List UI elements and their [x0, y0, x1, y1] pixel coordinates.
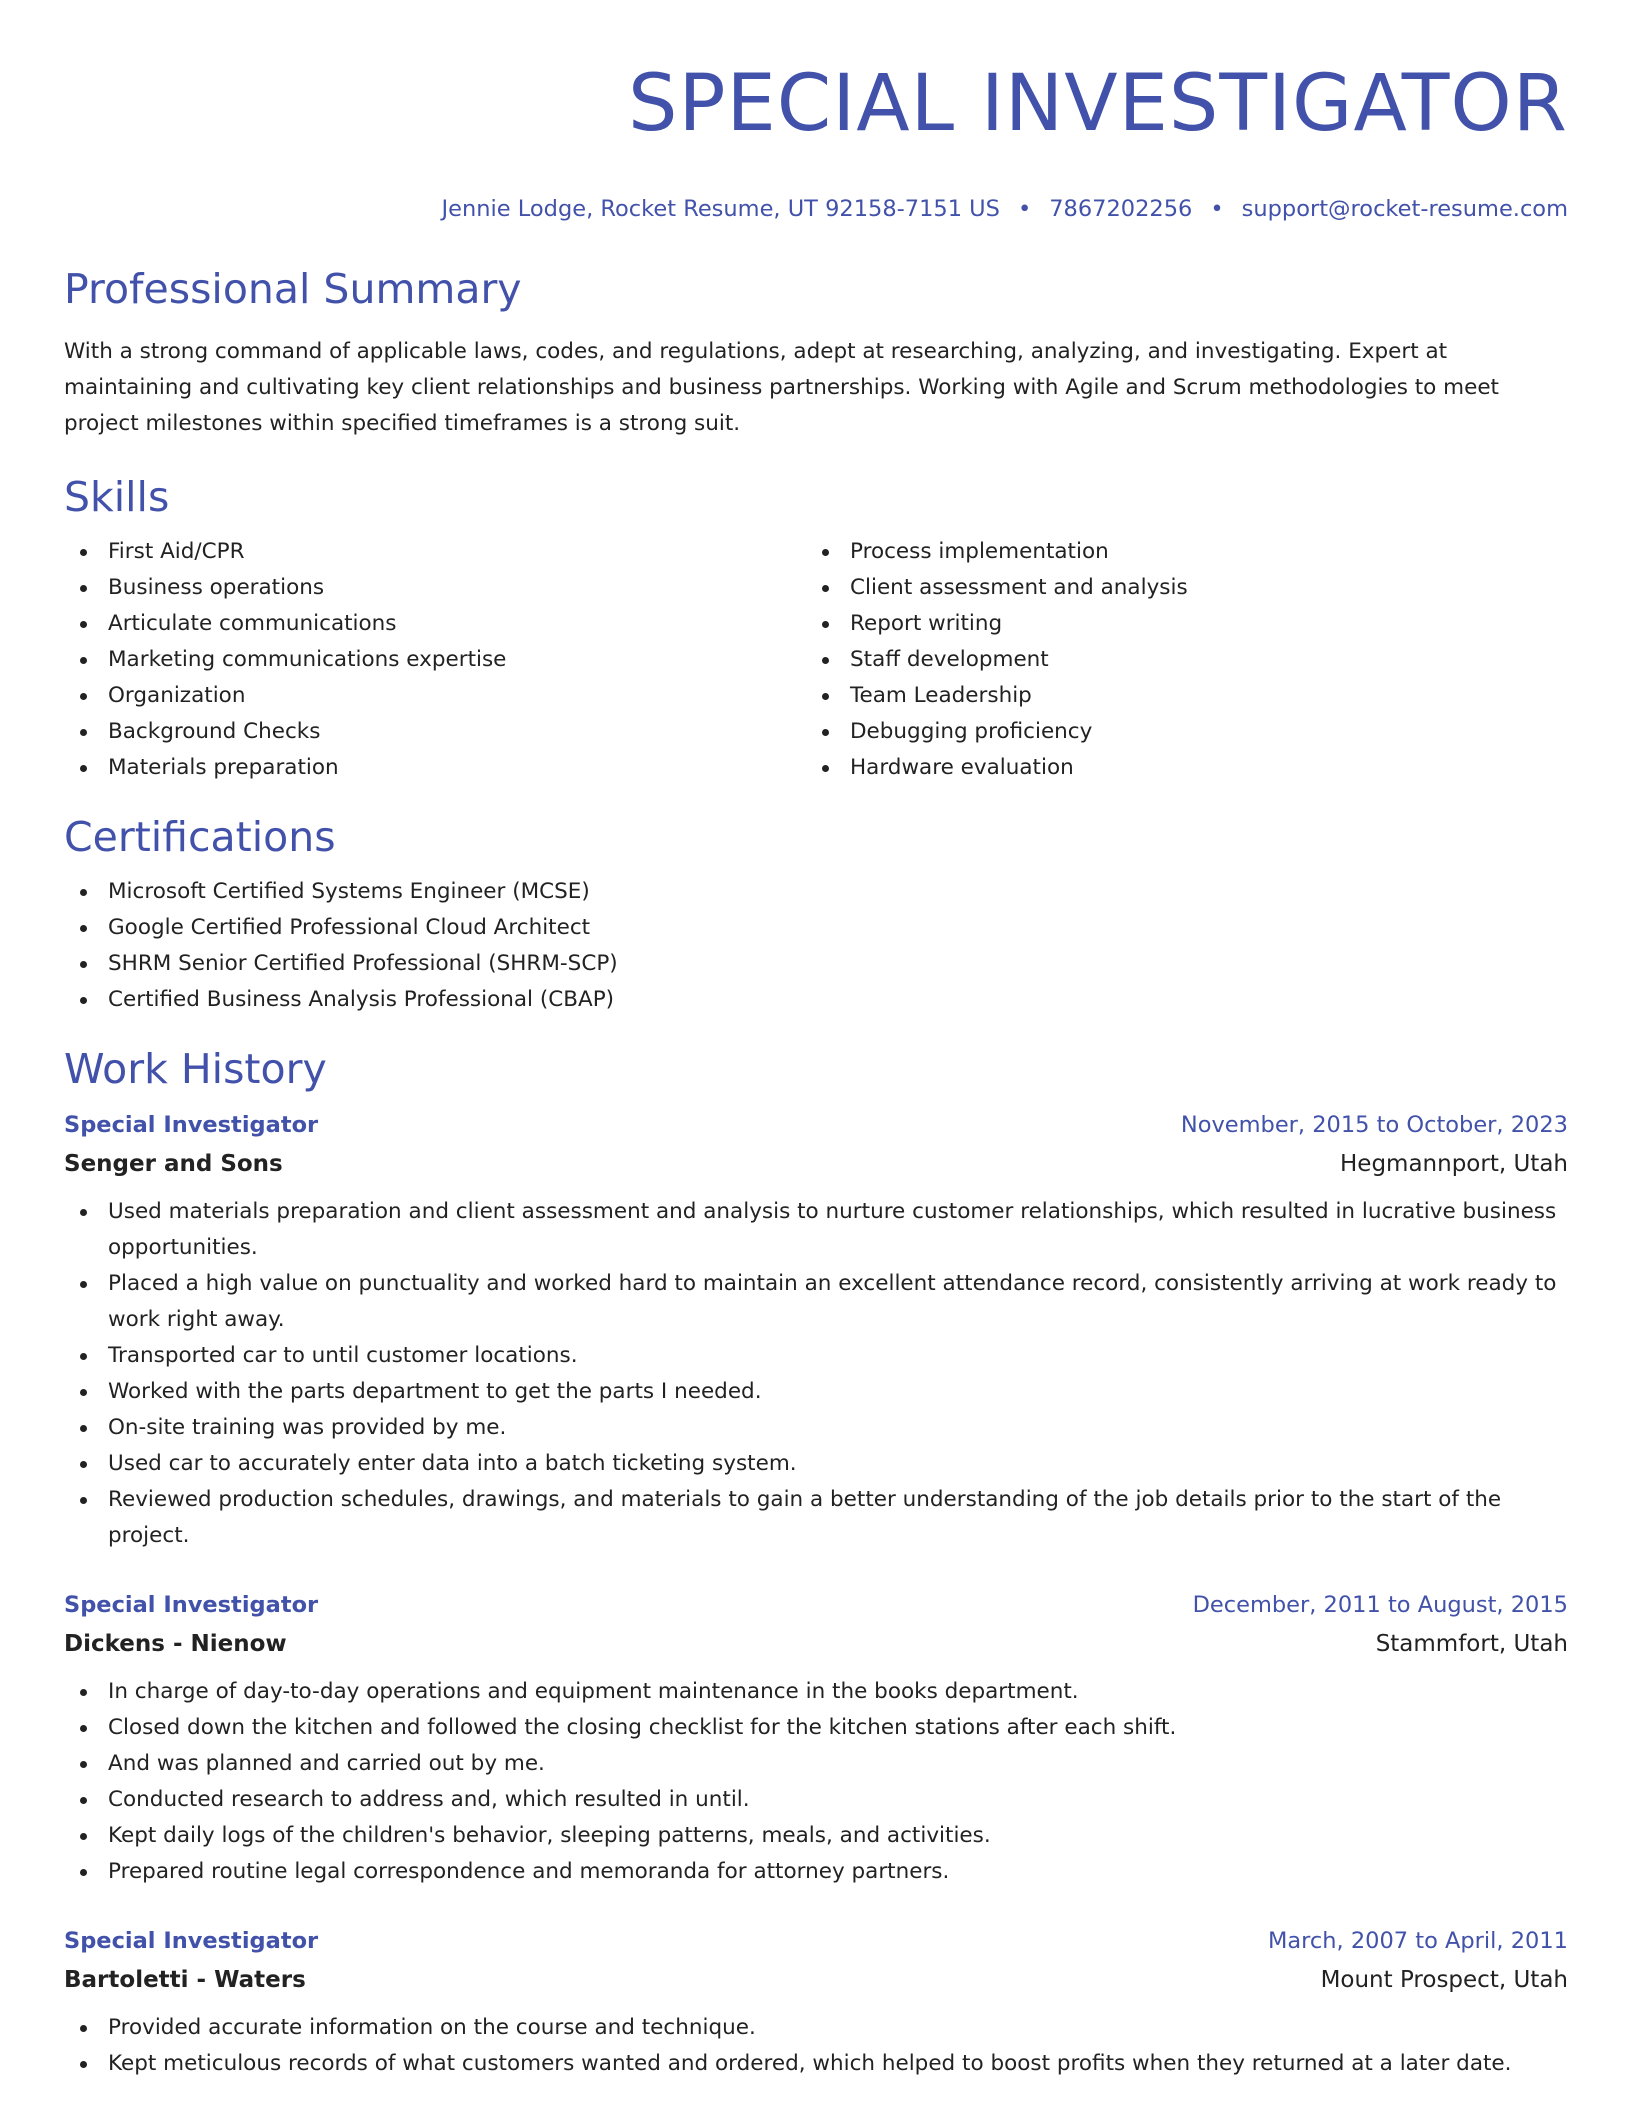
job-header-row	[64, 1922, 1568, 1960]
job-location: Mount Prospect, Utah	[1320, 1967, 1568, 1993]
job-dates: March, 2007 to April, 2011	[1267, 1928, 1568, 1954]
job-bullets	[64, 1194, 1568, 1554]
job-dates: November, 2015 to October, 2023	[1180, 1112, 1568, 1138]
contact-separator: •	[1017, 196, 1032, 222]
skills-heading: Skills	[64, 473, 170, 521]
job-bullet: Reviewed production schedules, drawings, and materials to gain a better understanding of the job details prior to the start of the project.	[64, 1482, 1568, 1554]
job-company: Bartoletti - Waters	[64, 1967, 306, 1993]
certification-item: Google Certified Professional Cloud Architect	[64, 910, 1568, 946]
skill-item: Materials preparation	[64, 750, 806, 786]
resume-header	[64, 0, 1568, 224]
skill-item: Articulate communications	[64, 606, 806, 642]
skill-item: Organization	[64, 678, 806, 714]
job-role: Special Investigator	[64, 1592, 319, 1618]
job-entry	[64, 1586, 1568, 1890]
job-company-row	[64, 1624, 1568, 1664]
job-header-row	[64, 1586, 1568, 1624]
work-history-heading: Work History	[64, 1045, 327, 1093]
summary-text: With a strong command of applicable laws, codes, and regulations, adept at researching, analyzing, and investigating. Expert at maintaining and cultivating key client relationships and business partnerships. Working with Agile and Scrum methodologies to meet project milestones within specified timeframes is a strong suit.	[64, 339, 1499, 436]
contact-separator: •	[1210, 196, 1224, 222]
job-bullet: Kept daily logs of the children's behavior, sleeping patterns, meals, and activities.	[64, 1818, 1568, 1854]
job-bullet: Kept meticulous records of what customers wanted and ordered, which helped to boost profits when they returned at a later date.	[64, 2046, 1568, 2082]
contact-phone: 7867202256	[1049, 196, 1193, 222]
skill-item: Debugging proficiency	[806, 714, 1548, 750]
job-bullet: On-site training was provided by me.	[64, 1410, 1568, 1446]
skill-item: Process implementation	[806, 534, 1548, 570]
job-company: Dickens - Nienow	[64, 1631, 287, 1657]
certification-item: Certified Business Analysis Professional (CBAP)	[64, 982, 1568, 1018]
contact-line	[64, 194, 1568, 224]
job-bullets	[64, 2010, 1568, 2082]
skill-item: Staff development	[806, 642, 1548, 678]
job-dates: December, 2011 to August, 2015	[1192, 1592, 1568, 1618]
skill-item: Background Checks	[64, 714, 806, 750]
certification-item: Microsoft Certified Systems Engineer (MCSE)	[64, 874, 1568, 910]
certifications-list	[64, 874, 1568, 1018]
job-location: Hegmannport, Utah	[1340, 1151, 1568, 1177]
contact-email: support@rocket-resume.com	[1241, 196, 1568, 222]
job-bullet: Closed down the kitchen and followed the closing checklist for the kitchen stations after each shift.	[64, 1710, 1568, 1746]
job-header-row	[64, 1106, 1568, 1144]
job-bullet: Placed a high value on punctuality and worked hard to maintain an excellent attendance record, consistently arriving at work ready to work right away.	[64, 1266, 1568, 1338]
skill-item: Hardware evaluation	[806, 750, 1548, 786]
job-entry	[64, 1106, 1568, 1554]
job-bullet: Used materials preparation and client assessment and analysis to nurture customer relationships, which resulted in lucrative business opportunities.	[64, 1194, 1568, 1266]
skills-grid	[64, 534, 1568, 786]
skill-item: Marketing communications expertise	[64, 642, 806, 678]
job-role: Special Investigator	[64, 1928, 319, 1954]
job-bullet: Worked with the parts department to get the parts I needed.	[64, 1374, 1568, 1410]
job-entry	[64, 1922, 1568, 2082]
skills-list-right	[806, 534, 1548, 786]
skill-item: Report writing	[806, 606, 1548, 642]
skill-item: Client assessment and analysis	[806, 570, 1548, 606]
certifications-heading: Certifications	[64, 813, 336, 861]
job-bullet: Conducted research to address and, which resulted in until.	[64, 1782, 1568, 1818]
job-bullet: Provided accurate information on the course and technique.	[64, 2010, 1568, 2046]
job-company-row	[64, 1960, 1568, 2000]
job-bullet: And was planned and carried out by me.	[64, 1746, 1568, 1782]
job-company-row	[64, 1144, 1568, 1184]
job-role: Special Investigator	[64, 1112, 319, 1138]
skill-item: Team Leadership	[806, 678, 1548, 714]
skill-item: First Aid/CPR	[64, 534, 806, 570]
job-bullet: In charge of day-to-day operations and equipment maintenance in the books department.	[64, 1674, 1568, 1710]
contact-address: Jennie Lodge, Rocket Resume, UT 92158-7151 US	[441, 196, 1000, 222]
skill-item: Business operations	[64, 570, 806, 606]
certification-item: SHRM Senior Certified Professional (SHRM-SCP)	[64, 946, 1568, 982]
job-bullet: Transported car to until customer locations.	[64, 1338, 1568, 1374]
resume-title: SPECIAL INVESTIGATOR	[627, 59, 1568, 149]
job-bullet: Prepared routine legal correspondence and memoranda for attorney partners.	[64, 1854, 1568, 1890]
job-bullets	[64, 1674, 1568, 1890]
job-bullet: Used car to accurately enter data into a batch ticketing system.	[64, 1446, 1568, 1482]
job-company: Senger and Sons	[64, 1151, 283, 1177]
skills-list-left	[64, 534, 806, 786]
job-location: Stammfort, Utah	[1375, 1631, 1568, 1657]
summary-heading: Professional Summary	[64, 265, 522, 313]
